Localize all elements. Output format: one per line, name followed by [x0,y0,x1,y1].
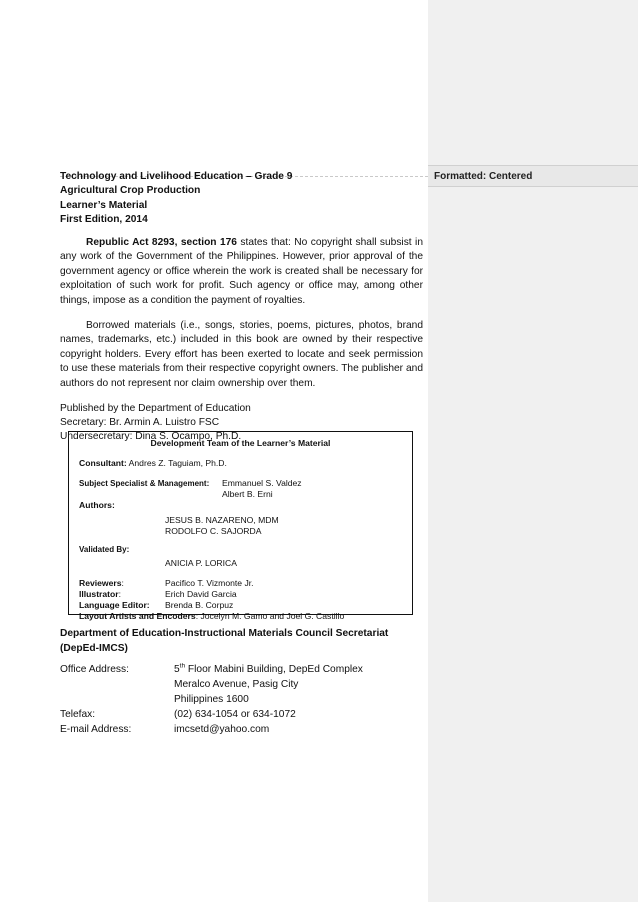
publisher-line: Published by the Department of Education [60,402,251,414]
ra-text: states that: No copyright shall subsist in any work of the Government of the Philippines. However, prior approval of the government agency or office wherein the work is created shall be necessary for exploitation of such work for profit. Such agency or office may, among other things, impose as a condition the payment of royalties. [60,236,423,306]
office-line-2: Meralco Avenue, Pasig City [174,679,299,690]
book-title: Technology and Livelihood Education – Grade 9 [60,171,293,182]
comment-balloon[interactable] [428,165,638,187]
team-title: Development Team of the Learner’s Material [150,438,331,448]
consultant-row: Consultant: Andres Z. Taguiam, Ph.D. [79,458,227,468]
office-row: Office Address: 5th Floor Mabini Building, DepEd Complex [60,662,363,675]
address-table [60,662,423,737]
title-block [60,170,423,228]
office-line-3: Philippines 1600 [174,694,249,705]
specialist-row: Subject Specialist & Management: Emmanuel S. Valdez [79,478,302,488]
deped-heading-2: (DepEd-IMCS) [60,643,128,654]
layout-row: Layout Artists and Encoders: Jocelyn M. Gamo and Joel G. Castillo [79,611,345,621]
undersecretary-line: Undersecretary: Dina S. Ocampo, Ph.D. [60,430,242,442]
editor-row: Language Editor: Brenda B. Corpuz [79,600,234,610]
email-link[interactable]: imcsetd@yahoo.com [174,724,270,735]
email-row: E-mail Address: imcsetd@yahoo.com [60,724,270,735]
validated-label: Validated By: [79,545,130,554]
reviewers-row: Reviewers: Pacifico T. Vizmonte Jr. [79,578,254,588]
authors-label: Authors: [79,500,115,510]
telefax-row: Telefax: (02) 634-1054 or 634-1072 [60,709,296,720]
copyright-paragraph [60,236,423,309]
deped-imcs-block [60,626,423,737]
book-material: Learner’s Material [60,199,148,211]
main-text [60,170,423,444]
book-subject: Agricultural Crop Production [60,185,201,197]
book-edition: First Edition, 2014 [60,214,148,226]
secretary-line: Secretary: Br. Armin A. Luistro FSC [60,416,220,428]
comment-sidebar [428,0,638,902]
development-team-box [68,431,413,621]
borrowed-paragraph: Borrowed materials (i.e., songs, stories, poems, pictures, photos, brand names, trademarks, etc.) included in this book are owned by their respective copyright holders. Every effort has been exerted to locate and seek permission to use these materials from their respective copyright owners. The publisher and authors do not represent nor claim ownership over them. [60,319,423,389]
deped-heading-1: Department of Education-Instructional Materials Council Secretariat [60,628,389,639]
validated-value: ANICIA P. LORICA [165,558,237,568]
illustrator-row: Illustrator: Erich David Garcia [79,589,237,599]
comment-label: Formatted: Centered [434,171,533,182]
ra-reference: Republic Act 8293, section 176 [86,236,237,248]
specialist-2: Albert B. Erni [222,489,273,499]
author-2: RODOLFO C. SAJORDA [165,526,262,536]
author-1: JESUS B. NAZARENO, MDM [165,515,279,525]
